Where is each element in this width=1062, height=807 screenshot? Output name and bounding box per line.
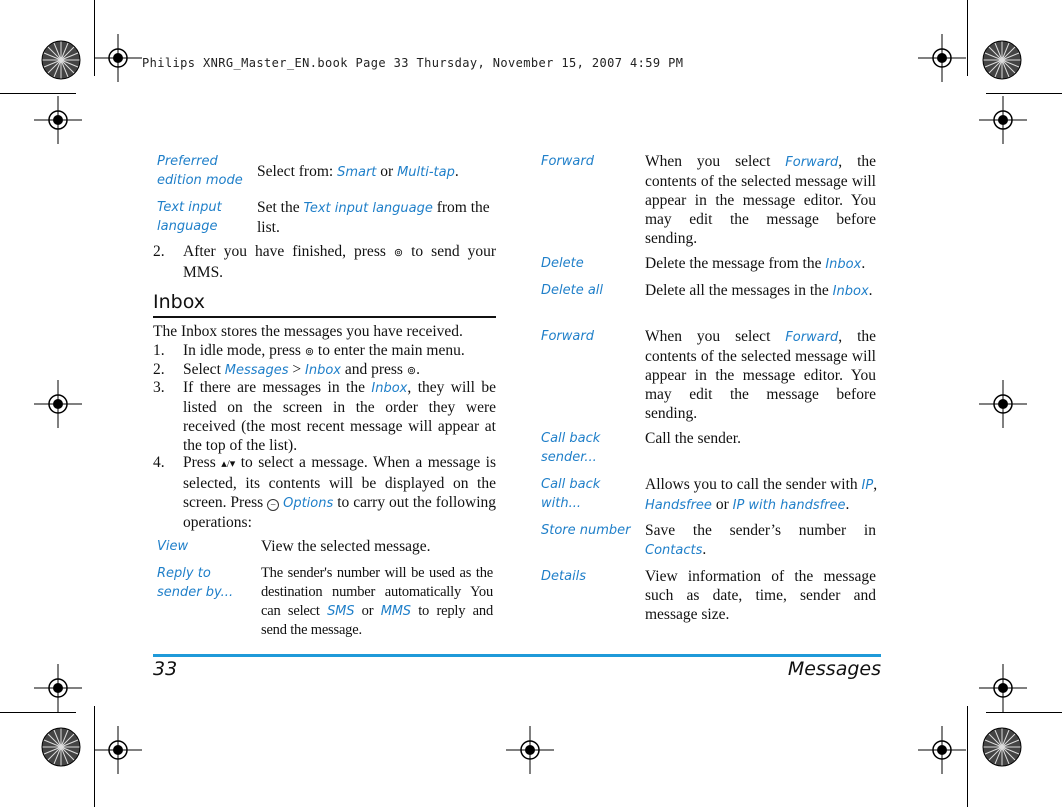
registration-mark-icon bbox=[94, 34, 142, 82]
term-store-number: Store number bbox=[541, 523, 631, 538]
term-reply-to-sender: Reply to sender by... bbox=[157, 566, 234, 600]
registration-mark-icon bbox=[918, 726, 966, 774]
term-delete: Delete bbox=[541, 256, 584, 271]
section-title: Inbox bbox=[153, 291, 205, 313]
term-details: Details bbox=[541, 569, 587, 584]
desc-delete: Delete the message from the Inbox. bbox=[645, 255, 866, 272]
term-forward: Forward bbox=[541, 329, 594, 344]
desc-details: View information of the message such as date, time, sender and message size. bbox=[645, 568, 876, 623]
registration-mark-icon bbox=[979, 96, 1027, 144]
left-softkey-icon: – bbox=[267, 499, 279, 511]
list-item: 3. If there are messages in the Inbox, they will be listed on the screen in the order they were received (the most recent message will appear at the top of the list). bbox=[153, 379, 496, 454]
registration-mark-icon bbox=[506, 726, 554, 774]
print-header-line: Philips XNRG_Master_EN.book Page 33 Thursday, November 15, 2007 4:59 PM bbox=[142, 56, 684, 70]
registration-mark-icon bbox=[94, 726, 142, 774]
desc-forward: When you select Forward, the contents of the selected message will appear in the message editor. You may edit the message before sending. bbox=[645, 153, 877, 247]
registration-mark-icon bbox=[34, 380, 82, 428]
desc-preferred-edition-mode: Select from: Smart or Multi-tap. bbox=[257, 163, 459, 180]
registration-mark-icon bbox=[34, 96, 82, 144]
term-delete-all: Delete all bbox=[541, 283, 604, 298]
desc-view: View the selected message. bbox=[261, 538, 431, 555]
registration-mark-icon bbox=[918, 34, 966, 82]
registration-mark-icon bbox=[979, 380, 1027, 428]
ok-key-icon: ⊚ bbox=[406, 365, 417, 377]
desc-delete-all: Delete all the messages in the Inbox. bbox=[645, 282, 873, 299]
desc-reply-to-sender: The sender's number will be used as the destination number automatically You can select SMS or MMS to reply and send the message. bbox=[261, 565, 493, 638]
desc-text-input-language: Set the Text input language from the list. bbox=[257, 199, 490, 236]
desc-forward: When you select Forward, the contents of the selected message will appear in the message editor. You may edit the message before sending. bbox=[645, 328, 877, 422]
registration-mark-icon bbox=[34, 664, 82, 712]
page-number: 33 bbox=[153, 658, 178, 680]
desc-call-back-sender: Call the sender. bbox=[645, 430, 741, 447]
desc-store-number: Save the sender’s number in Contacts. bbox=[645, 522, 876, 558]
term-preferred-edition-mode: Preferred edition mode bbox=[157, 154, 243, 188]
term-call-back-sender: Call back sender... bbox=[541, 431, 601, 465]
section-rule bbox=[153, 316, 496, 318]
starburst-icon bbox=[983, 728, 1021, 766]
ok-key-icon: ⊚ bbox=[304, 346, 315, 358]
chapter-title: Messages bbox=[787, 658, 881, 680]
starburst-icon bbox=[42, 41, 80, 79]
desc-call-back-with: Allows you to call the sender with IP, Handsfree or IP with handsfree. bbox=[645, 476, 878, 513]
registration-mark-icon bbox=[979, 664, 1027, 712]
intro-text: The Inbox stores the messages you have received. bbox=[153, 323, 463, 340]
term-call-back-with: Call back with... bbox=[541, 477, 601, 511]
ok-key-icon: ⊚ bbox=[393, 247, 404, 259]
list-item: 4. Press ▴/▾ to select a message. When a message is selected, its contents will be displayed on the screen. Press – Options to carry out the following operations: bbox=[153, 454, 497, 531]
list-item: 1. In idle mode, press ⊚ to enter the main menu. bbox=[153, 342, 465, 359]
starburst-icon bbox=[983, 41, 1021, 79]
up-down-key-icon: ▴/▾ bbox=[221, 458, 236, 470]
list-item: 2. Select Messages > Inbox and press ⊚. bbox=[153, 361, 420, 378]
term-view: View bbox=[157, 539, 189, 554]
footer-rule bbox=[153, 654, 881, 657]
term-text-input-language: Text input language bbox=[157, 200, 222, 234]
starburst-icon bbox=[42, 728, 80, 766]
term-forward: Forward bbox=[541, 154, 594, 169]
list-item: 2. After you have finished, press ⊚ to send your MMS. bbox=[153, 243, 496, 281]
